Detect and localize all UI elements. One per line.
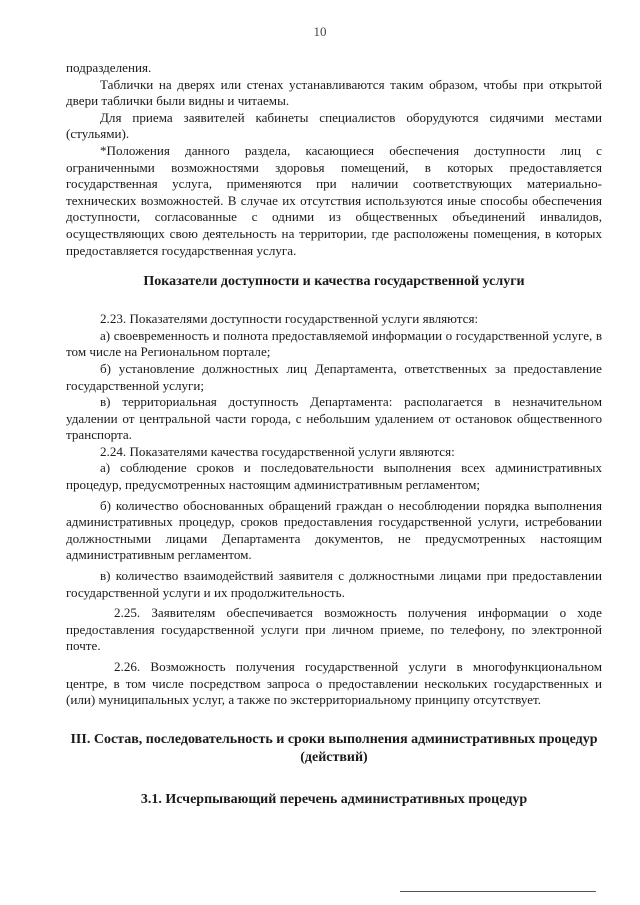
paragraph: Таблички на дверях или стенах устанавливаются таким образом, чтобы при открытой двери таблички были видны и читаемы. [66,76,602,109]
paragraph: 2.26. Возможность получения государственной услуги в многофункциональном центре, в том числе посредством запроса о предоставлении нескольких государственных и (или) муниципальных услуг, а также по экстерриториальному принципу отсутствует. [66,659,602,708]
paragraph: Для приема заявителей кабинеты специалистов оборудуются сидячими местами (стульями). [66,109,602,142]
heading-section-3: III. Состав, последовательность и сроки выполнения административных процедур (действий) [70,731,598,765]
paragraph: 2.25. Заявителям обеспечивается возможность получения информации о ходе предоставления государственной услуги при личном приеме, по телефону, по электронной почте. [66,605,602,654]
page-number: 10 [313,24,327,39]
paragraph: 2.24. Показателями качества государственной услуги являются: [100,443,455,459]
paragraph: в) территориальная доступность Департамента: располагается в незначительном удалении от центральной части города, с небольшим удалением от остановок общественного транспорта. [66,394,602,443]
heading-3-1: 3.1. Исчерпывающий перечень административных процедур [140,791,528,807]
paragraph: а) соблюдение сроков и последовательности выполнения всех административных процедур, предусмотренных настоящим административным регламентом; [66,460,602,493]
heading-indicators: Показатели доступности и качества государственной услуги [143,274,525,290]
paragraph: в) количество взаимодействий заявителя с должностными лицами при предоставлении государственной услуги и их продолжительность. [66,568,602,600]
paragraph: б) количество обоснованных обращений граждан о несоблюдении порядка выполнения административных процедур, сроков предоставления государственной услуги, истребовании должностными лицами Департамента документов, не предусмотренных настоящим административным регламентом. [66,497,602,563]
paragraph: 2.23. Показателями доступности государственной услуги являются: [100,311,479,327]
paragraph: а) своевременность и полнота предоставляемой информации о государственной услуге, в том числе на Региональном портале; [66,327,602,360]
paragraph: подразделения. [66,60,152,75]
page-content [66,60,602,809]
paragraph: *Положения данного раздела, касающиеся обеспечения доступности лиц с ограниченными возможностями здоровья помещений, в которых предоставляется государственная услуга, применяются при наличии соответствующих материально-технических возможностей. В случае их отсутствия используются иные способы обеспечения доступности, согласованные с одними из общественных объединений инвалидов, осуществляющих свою деятельность на территории, где расположены помещения, в которых предоставляется государственная услуга. [66,142,602,258]
footer-rule [400,891,596,892]
paragraph: б) установление должностных лиц Департамента, ответственных за предоставление государственной услуги; [66,360,602,393]
